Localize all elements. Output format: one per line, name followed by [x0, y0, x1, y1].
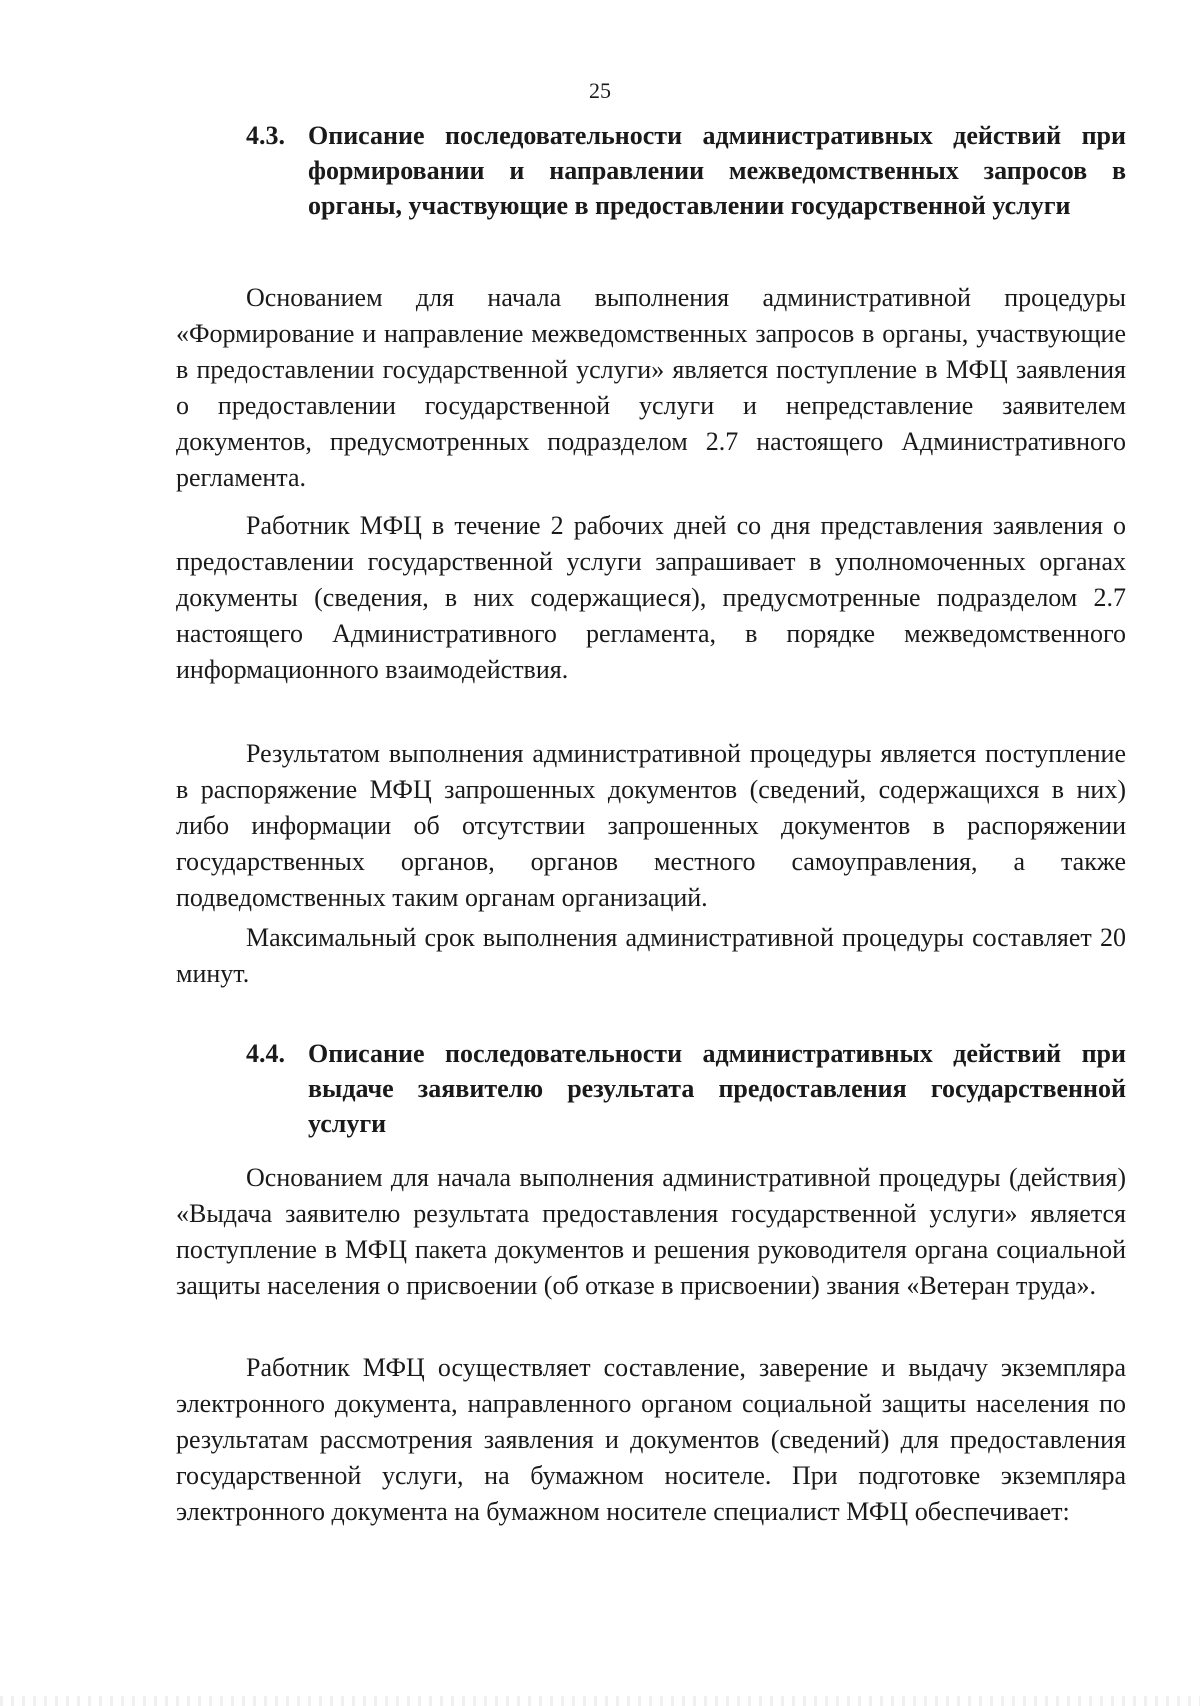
section-heading-4-3 — [246, 118, 1126, 223]
section-number: 4.4. — [246, 1039, 285, 1068]
section-number: 4.3. — [246, 121, 285, 150]
paragraph: Работник МФЦ в течение 2 рабочих дней со дня представления заявления о предоставлении государственной услуги запрашивает в уполномоченных органах документы (сведения, в них содержащиеся), предусмотренные подразделом 2.7 настоящего Административного регламента, в порядке межведомственного информационного взаимодействия. — [176, 511, 1126, 684]
section-title: Описание последовательности административных действий при формировании и направлении межведомственных запросов в органы, участвующие в предоставлении государственной услуги — [308, 121, 1126, 220]
paragraph: Основанием для начала выполнения административной процедуры «Формирование и направление межведомственных запросов в органы, участвующие в предоставлении государственной услуги» является поступление в МФЦ заявления о предоставлении государственной услуги и непредставление заявителем документов, предусмотренных подразделом 2.7 настоящего Административного регламента. — [176, 283, 1126, 492]
section-title: Описание последовательности административных действий при выдаче заявителю результата предоставления государственной услуги — [308, 1039, 1126, 1138]
paragraph: Основанием для начала выполнения административной процедуры (действия) «Выдача заявителю результата предоставления государственной услуги» является поступление в МФЦ пакета документов и решения руководителя органа социальной защиты населения о присвоении (об отказе в присвоении) звания «Ветеран труда». — [176, 1163, 1126, 1300]
page-number: 25 — [589, 78, 611, 103]
paragraph: Работник МФЦ осуществляет составление, заверение и выдачу экземпляра электронного документа, направленного органом социальной защиты населения по результатам рассмотрения заявления и документов (сведений) для предоставления государственной услуги, на бумажном носителе. При подготовке экземпляра электронного документа на бумажном носителе специалист МФЦ обеспечивает: — [176, 1353, 1126, 1526]
section-heading-4-4 — [246, 1036, 1126, 1141]
paragraph: Максимальный срок выполнения административной процедуры составляет 20 минут. — [176, 923, 1126, 988]
paragraph: Результатом выполнения административной процедуры является поступление в распоряжение МФЦ запрошенных документов (сведений, содержащихся в них) либо информации об отсутствии запрошенных документов в распоряжении государственных органов, органов местного самоуправления, а также подведомственных таким органам организаций. — [176, 739, 1126, 912]
scan-edge-decoration — [0, 1696, 1200, 1706]
